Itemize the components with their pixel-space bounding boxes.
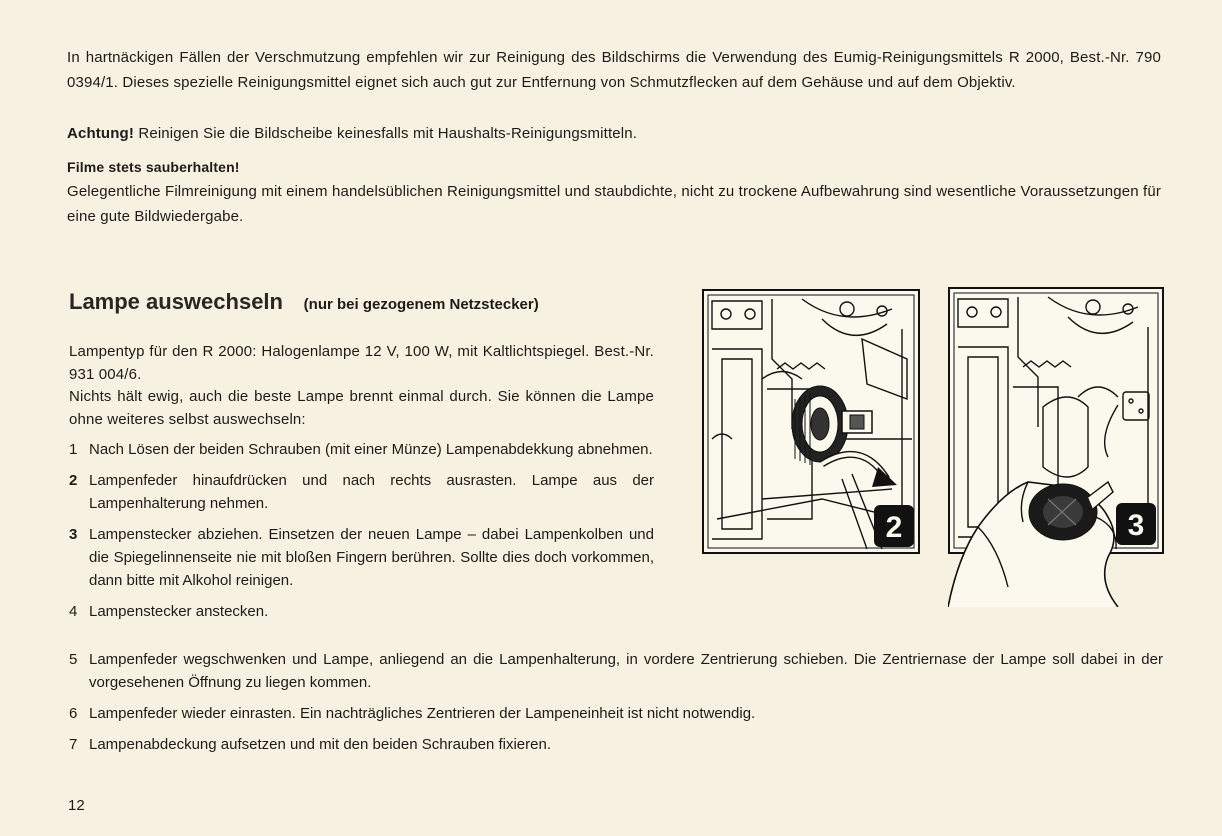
step-text: Lampenstecker anstecken. [89, 603, 269, 620]
step-number: 5 [69, 651, 78, 668]
step-text: Lampenfeder wieder einrasten. Ein nachträgliches Zentrieren der Lampeneinheit ist nicht notwendig. [89, 705, 756, 722]
section-heading [69, 288, 539, 316]
lamp-info: Lampentyp für den R 2000: Halogenlampe 12 V, 100 W, mit Kaltlichtspiegel. Best.-Nr. 931 004/6. [69, 343, 654, 383]
step-number: 2 [69, 472, 78, 489]
warning-label: Achtung! [67, 125, 135, 142]
step-item [69, 438, 654, 461]
step-text: Lampenfeder hinaufdrücken und nach rechts ausrasten. Lampe aus der Lampenhalterung nehmen. [89, 472, 654, 512]
figure-step-3 [948, 287, 1166, 607]
step-item [69, 702, 1163, 725]
step-text: Lampenstecker abziehen. Einsetzen der neuen Lampe – dabei Lampenkolben und die Spiegelinnenseite nie mit bloßen Fingern berühren. Sollte dies doch vorkommen, dann bitte mit Alkohol reinigen. [89, 526, 654, 589]
step-2-badge: 2 [885, 511, 903, 544]
step-number: 3 [69, 526, 78, 543]
step-item [69, 600, 654, 623]
step-text: Nach Lösen der beiden Schrauben (mit einer Münze) Lampenabdekkung abnehmen. [89, 441, 653, 458]
step-text: Lampenabdeckung aufsetzen und mit den beiden Schrauben fixieren. [89, 736, 551, 753]
lamp-note: Nichts hält ewig, auch die beste Lampe brennt einmal durch. Sie können die Lampe ohne weiteres selbst auswechseln: [69, 388, 654, 428]
step-item [69, 469, 654, 515]
step-text: Lampenfeder wegschwenken und Lampe, anliegend an die Lampenhalterung, in vordere Zentrierung schieben. Die Zentriernase der Lampe soll dabei in der vorgesehenen Öffnung zu liegen kommen. [89, 651, 1163, 691]
step-item [69, 733, 1163, 756]
film-paragraph: Gelegentliche Filmreinigung mit einem handelsüblichen Reinigungsmittel und staubdichte, nicht zu trockene Aufbewahrung sind wesentliche Voraussetzungen für eine gute Bildwiedergabe. [67, 183, 1161, 225]
step-3-badge: 3 [1127, 509, 1145, 542]
intro-paragraph: In hartnäckigen Fällen der Verschmutzung empfehlen wir zur Reinigung des Bildschirms die Verwendung des Eumig-Reinigungsmittels R 2000, Best.-Nr. 790 0394/1. Dieses spezielle Reinigungsmittel eignet sich auch gut zur Entfernung von Schmutzflecken auf dem Gehäuse und auf dem Objektiv. [67, 49, 1161, 91]
section-title: Lampe auswechseln [69, 289, 283, 314]
lamp-removal-illustration [702, 289, 920, 554]
step-item [69, 648, 1163, 694]
steps-list-short [69, 438, 654, 623]
section-subtitle: (nur bei gezogenem Netzstecker) [303, 296, 539, 313]
page-number: 12 [68, 797, 85, 814]
step-number: 6 [69, 705, 78, 722]
warning-text: Reinigen Sie die Bildscheibe keinesfalls mit Haushalts-Reinigungsmitteln. [138, 125, 638, 142]
step-number: 4 [69, 603, 78, 620]
step-number: 1 [69, 441, 78, 458]
film-heading: Filme stets sauberhalten! [67, 159, 240, 175]
warning-paragraph [67, 121, 1161, 146]
steps-list-wide [69, 648, 1163, 756]
step-number: 7 [69, 736, 78, 753]
step-item [69, 523, 654, 592]
figure-step-2 [702, 289, 920, 554]
lamp-insertion-illustration [948, 287, 1166, 607]
